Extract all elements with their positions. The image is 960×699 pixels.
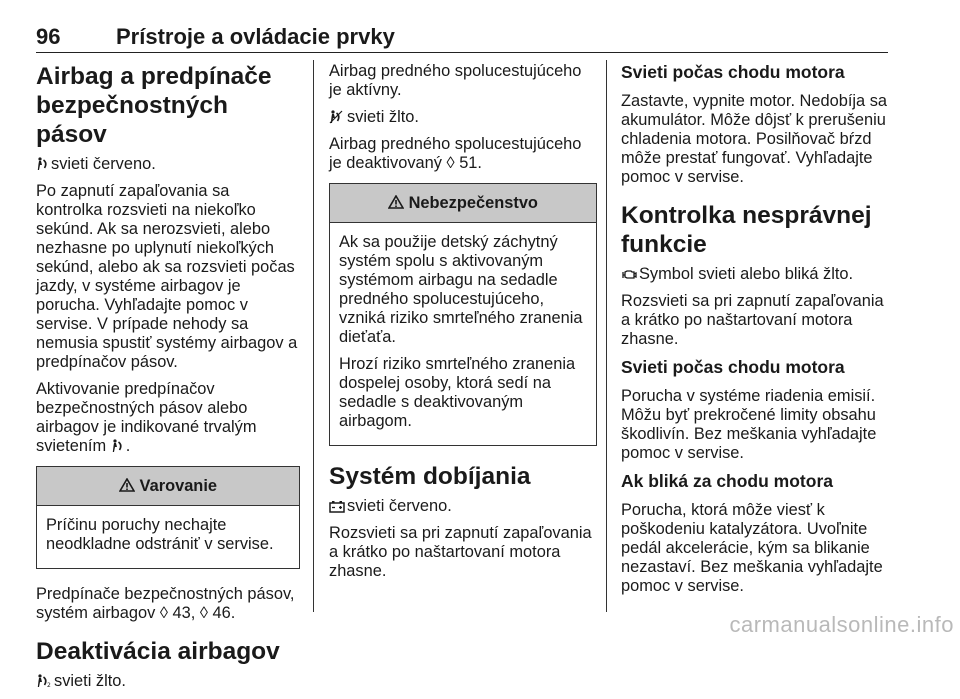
paragraph: Rozsvieti sa pri zapnutí zapaľovania a krátko po naštartovaní motora zhasne.	[621, 292, 884, 348]
deactivation-status-text: svieti žlto.	[54, 672, 126, 690]
svg-text:2: 2	[47, 682, 51, 688]
subheading: Ak bliká za chodu motora	[621, 471, 833, 491]
airbag-off-icon	[36, 674, 52, 688]
charging-status-text: svieti červeno.	[347, 497, 452, 515]
danger-box	[329, 183, 597, 446]
page-title: Prístroje a ovládacie prvky	[116, 24, 395, 49]
danger-text: Ak sa použije detský záchytný systém spolu s aktivovaným systémom airbagu na sedadle predného spolucestujúceho, vzniká riziko smrteľného zranenia dieťaťa.	[339, 233, 583, 346]
charging-status-line	[329, 497, 597, 516]
danger-box-header	[330, 184, 596, 223]
section-heading-malfunction: Kontrolka nesprávnej funkcie	[621, 202, 872, 258]
airbag-status-text: svieti červeno.	[51, 155, 156, 173]
column-1	[36, 62, 300, 699]
deactivation-status-line	[36, 672, 300, 691]
danger-box-body	[330, 223, 596, 445]
danger-title: Nebezpečenstvo	[408, 194, 538, 212]
column-3	[621, 62, 889, 604]
airbag-off-icon	[329, 110, 345, 124]
airbag-warning-icon	[111, 439, 124, 453]
warning-box-header	[37, 467, 299, 506]
paragraph: Rozsvieti sa pri zapnutí zapaľovania a krátko po naštartovaní motora zhasne.	[329, 524, 592, 580]
battery-icon	[329, 499, 345, 513]
page-header	[36, 22, 888, 53]
warning-triangle-icon	[119, 477, 140, 495]
airbag-off-status-text: svieti žlto.	[347, 108, 419, 126]
airbag-warning-icon	[36, 157, 49, 171]
page-number: 96	[36, 24, 61, 49]
warning-triangle-icon	[388, 194, 409, 212]
column-divider	[313, 60, 314, 612]
subheading: Svieti počas chodu motora	[621, 357, 845, 377]
section-heading-airbag: Airbag a predpínače bezpečnostných pásov	[36, 63, 272, 148]
warning-box-body	[37, 506, 299, 568]
column-2	[329, 62, 597, 589]
section-heading-deactivation: Deaktivácia airbagov	[36, 638, 280, 665]
malfunction-status-line	[621, 265, 889, 284]
paragraph-end: .	[125, 437, 131, 455]
paragraph: Po zapnutí zapaľovania sa kontrolka rozsvieti na niekoľko sekúnd. Ak sa nerozsvieti, alebo nezhasne po uplynutí niekoľkých sekúnd, alebo ak sa rozsvieti počas jazdy, v systéme airbagov je porucha. Vyhľadajte pomoc v servise. V prípade nehody sa nemusia spustiť systémy airbagov a predpínačov pásov.	[36, 182, 298, 371]
cross-reference: Predpínače bezpečnostných pásov, systém airbagov ◊ 43, ◊ 46.	[36, 585, 295, 622]
airbag-status-line	[36, 155, 300, 174]
paragraph-text: Aktivovanie predpínačov bezpečnostných pásov alebo airbagov je indikované trvalým svietením	[36, 380, 257, 455]
paragraph: Airbag predného spolucestujúceho je aktívny.	[329, 62, 582, 99]
engine-icon	[621, 267, 637, 281]
paragraph: Porucha v systéme riadenia emisií. Môžu byť prekročené limity obsahu škodlivín. Bez meškania vyhľadajte pomoc v servise.	[621, 387, 877, 462]
warning-text: Príčinu poruchy nechajte neodkladne odstrániť v servise.	[46, 516, 274, 553]
cross-reference: Airbag predného spolucestujúceho je deaktivovaný ◊ 51.	[329, 135, 582, 172]
watermark: carmanualsonline.info	[729, 612, 954, 637]
paragraph: Zastavte, vypnite motor. Nedobíja sa akumulátor. Môže dôjsť k prerušeniu chladenia motora. Posilňovač bŕzd môže prestať fungovať. Vyhľadajte pomoc v servise.	[621, 92, 888, 186]
subheading: Svieti počas chodu motora	[621, 62, 845, 82]
danger-text: Hrozí riziko smrteľného zranenia dospelej osoby, ktorá sedí na sedadle s deaktivovaným airbagom.	[339, 355, 576, 430]
warning-title: Varovanie	[139, 477, 217, 495]
paragraph: Porucha, ktorá môže viesť k poškodeniu katalyzátora. Uvoľnite pedál akcelerácie, kým sa blikanie nezastaví. Bez meškania vyhľadajte pomoc v servise.	[621, 501, 883, 595]
warning-box	[36, 466, 300, 569]
paragraph	[36, 380, 300, 456]
malfunction-status-text: Symbol svieti alebo bliká žlto.	[639, 265, 854, 283]
section-heading-charging: Systém dobíjania	[329, 463, 531, 490]
airbag-off-status-line	[329, 108, 597, 127]
column-divider	[606, 60, 607, 612]
